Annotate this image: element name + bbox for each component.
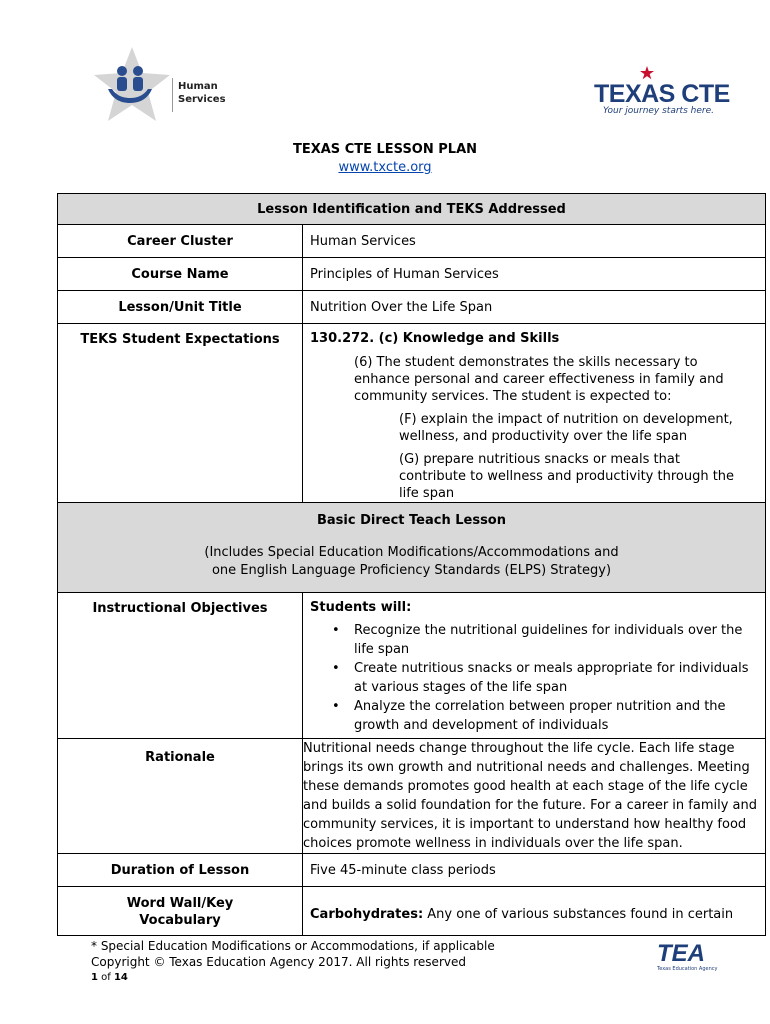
bullet-icon: • <box>332 623 340 638</box>
objective-text: Analyze the correlation between proper nutrition and the growth and development of individuals <box>354 699 726 733</box>
course-name-value: Principles of Human Services <box>303 258 766 291</box>
human-services-wordmark <box>178 80 226 106</box>
table-row <box>58 225 766 258</box>
table-row <box>58 194 766 225</box>
duration-label: Duration of Lesson <box>58 854 303 887</box>
logo-divider <box>172 78 173 112</box>
table-row <box>58 887 766 936</box>
table-row <box>58 503 766 593</box>
lesson-title-value: Nutrition Over the Life Span <box>303 291 766 324</box>
page-title: TEXAS CTE LESSON PLAN <box>292 142 478 157</box>
teks-6g: (G) prepare nutritious snacks or meals that contribute to wellness and productivity through the life span <box>399 452 735 501</box>
hs-logo-line1: Human <box>178 81 218 92</box>
vocabulary-content <box>303 887 766 936</box>
table-row <box>58 291 766 324</box>
rationale-text: Nutritional needs change throughout the life cycle. Each life stage brings its own growth and nutritional needs and challenges. Meeting these demands promotes good health at each stage of the life cycle and builds a solid foundation for the future. For a career in family and community services, it is important to understand how healthy food choices promote wellness in individuals over the life span. <box>303 739 766 854</box>
teks-6f: (F) explain the impact of nutrition on development, wellness, and productivity over the life span <box>399 412 733 444</box>
star-icon <box>640 66 654 80</box>
footer <box>91 938 495 986</box>
vocabulary-label: Word Wall/Key Vocabulary <box>58 887 303 936</box>
teks-content <box>303 324 766 503</box>
direct-teach-subtitle-line2: one English Language Proficiency Standards (ELPS) Strategy) <box>211 563 612 578</box>
direct-teach-title: Basic Direct Teach Lesson <box>316 513 506 528</box>
bullet-icon: • <box>332 699 340 714</box>
page-number <box>91 970 495 986</box>
direct-teach-subtitle <box>58 544 765 592</box>
txcte-link[interactable]: www.txcte.org <box>338 160 432 175</box>
footer-copyright: Copyright © Texas Education Agency 2017. All rights reserved <box>91 955 466 969</box>
table-row <box>58 854 766 887</box>
texas-cte-tagline: Your journey starts here. <box>603 106 714 116</box>
tea-logo-word: TEA <box>657 940 705 967</box>
table-row <box>58 739 766 854</box>
teks-6: (6) The student demonstrates the skills necessary to enhance personal and career effectiveness in family and community services. The student is expected to: <box>354 355 724 404</box>
vocab-term: Carbohydrates: <box>310 906 424 922</box>
list-item <box>332 621 765 659</box>
section-header-lesson-id: Lesson Identification and TEKS Addressed <box>58 194 766 225</box>
hs-logo-line2: Services <box>178 94 226 105</box>
career-cluster-value: Human Services <box>303 225 766 258</box>
direct-teach-subtitle-line1: (Includes Special Education Modifications/Accommodations and <box>204 545 619 560</box>
texas-cte-logo: TEXAS CTE <box>594 80 730 108</box>
tea-logo-sub: Texas Education Agency <box>657 966 718 972</box>
objectives-content <box>303 593 766 739</box>
table-row <box>58 324 766 503</box>
rationale-label: Rationale <box>58 739 303 854</box>
objectives-lead: Students will: <box>310 600 412 615</box>
lesson-plan-table <box>57 193 766 936</box>
teks-heading: 130.272. (c) Knowledge and Skills <box>310 331 560 346</box>
career-cluster-label: Career Cluster <box>58 225 303 258</box>
objective-text: Recognize the nutritional guidelines for individuals over the life span <box>354 623 743 657</box>
lesson-title-label: Lesson/Unit Title <box>58 291 303 324</box>
duration-value: Five 45-minute class periods <box>303 854 766 887</box>
direct-teach-header <box>58 503 766 593</box>
list-item <box>332 659 765 697</box>
teks-label: TEKS Student Expectations <box>58 324 303 503</box>
table-row <box>58 593 766 739</box>
list-item <box>332 697 765 735</box>
tea-logo <box>657 942 719 976</box>
bullet-icon: • <box>332 661 340 676</box>
objectives-list <box>310 621 765 735</box>
footer-note: * Special Education Modifications or Accommodations, if applicable <box>91 939 495 953</box>
page-total: 14 <box>113 972 128 983</box>
page-current: 1 <box>91 972 98 983</box>
objective-text: Create nutritious snacks or meals appropriate for individuals at various stages of the life span <box>354 661 749 695</box>
table-row <box>58 258 766 291</box>
course-name-label: Course Name <box>58 258 303 291</box>
vocab-definition: Any one of various substances found in certain <box>423 906 734 922</box>
objectives-label: Instructional Objectives <box>58 593 303 739</box>
page-of: of <box>97 972 114 983</box>
